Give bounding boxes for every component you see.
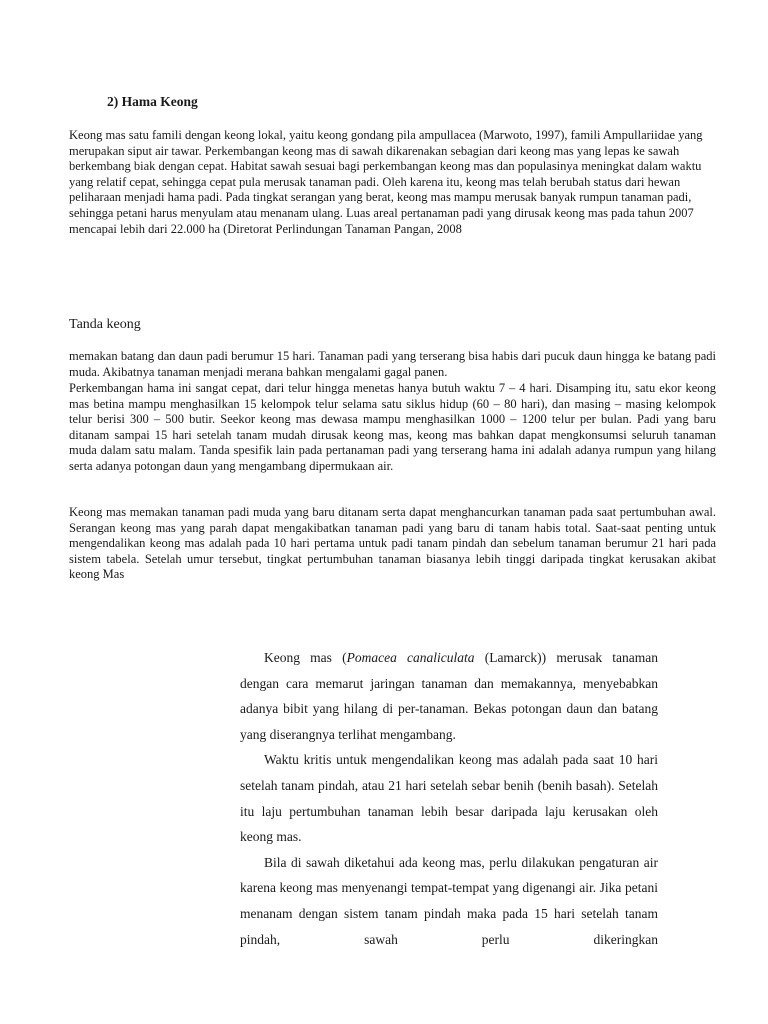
excerpt-block [240, 645, 658, 952]
tanda-keong-heading: Tanda keong [69, 317, 141, 332]
excerpt-p1-pre: Keong mas ( [264, 650, 347, 665]
tanda-paragraph-2: Perkembangan hama ini sangat cepat, dari telur hingga menetas hanya butuh waktu 7 – 4 hari. Disamping itu, satu ekor keong mas betina mampu menghasilkan 15 kelompok telur selama satu siklus hidup (60 – 80 hari), dan masing – masing kelompok telur berisi 300 – 500 butir. Seekor keong mas dewasa mampu menghasilkan 1000 – 1200 telur per bulan. Padi yang baru ditanam sampai 15 hari setelah tanam mudah dirusak keong mas, keong mas bahkan dapat mengkonsumsi seluruh tanaman muda dalam satu malam. Tanda spesifik lain pada pertanaman padi yang terserang hama ini adalah adanya rumpun yang hilang serta adanya potongan daun yang mengambang dipermukaan air. [69, 381, 716, 473]
intro-paragraph: Keong mas satu famili dengan keong lokal, yaitu keong gondang pila ampullacea (Marwoto, 1997), famili Ampullariidae yang merupakan siput air tawar. Perkembangan keong mas di sawah dikarenakan sebagian dari keong mas yang lepas ke sawah berkembang biak dengan cepat. Habitat sawah sesuai bagi perkembangan keong mas dan populasinya meningkat dalam waktu yang relatif cepat, sehingga cepat pula merusak tanaman padi. Oleh karena itu, keong mas telah berubah status dari hewan peliharaan menjadi hama padi. Pada tingkat serangan yang berat, keong mas mampu merusak banyak rumpun tanaman padi, sehingga petani harus menyulam atau menanam ulang. Luas areal pertanaman padi yang dirusak keong mas pada tahun 2007 mencapai lebih dari 22.000 ha (Diretorat Perlindungan Tanaman Pangan, 2008 [69, 128, 703, 236]
section-heading: 2) Hama Keong [107, 94, 198, 109]
species-name: Pomacea canaliculata [346, 650, 475, 665]
excerpt-paragraph-2: Waktu kritis untuk mengendalikan keong mas adalah pada saat 10 hari setelah tanam pindah, atau 21 hari setelah sebar benih (benih basah). Setelah itu laju pertumbuhan tanaman lebih besar daripada laju kerusakan oleh keong mas. [240, 752, 658, 845]
tanda-paragraph-3: Keong mas memakan tanaman padi muda yang baru ditanam serta dapat menghancurkan tanaman pada saat pertumbuhan awal. Serangan keong mas yang parah dapat mengakibatkan tanaman padi yang baru di tanam habis total. Saat-saat penting untuk mengendalikan keong mas adalah pada 10 hari pertama untuk padi tanam pindah dan sebelum tanaman berumur 21 hari pada sistem tabela. Setelah umur tersebut, tingkat pertumbuhan tanaman biasanya lebih tinggi daripada tingkat kerusakan akibat keong Mas [69, 505, 716, 582]
tanda-paragraph-1: memakan batang dan daun padi berumur 15 hari. Tanaman padi yang terserang bisa habis dari pucuk daun hingga ke batang padi muda. Akibatnya tanaman menjadi merana bahkan mengalami gagal panen. [69, 349, 716, 379]
excerpt-p1-post: (Lamarck)) merusak tanaman dengan cara memarut jaringan tanaman dan memakannya, menyebabkan adanya bibit yang hilang di per-tanaman. Bekas potongan daun dan batang yang diserangnya terlihat mengambang. [240, 650, 658, 742]
excerpt-paragraph-3: Bila di sawah diketahui ada keong mas, perlu dilakukan pengaturan air karena keong mas menyenangi tempat-tempat yang digenangi air. Jika petani menanam dengan sistem tanam pindah maka pada 15 hari setelah tanam pindah, sawah perlu dikeringkan [240, 854, 658, 947]
excerpt-paragraph-1 [240, 645, 658, 747]
